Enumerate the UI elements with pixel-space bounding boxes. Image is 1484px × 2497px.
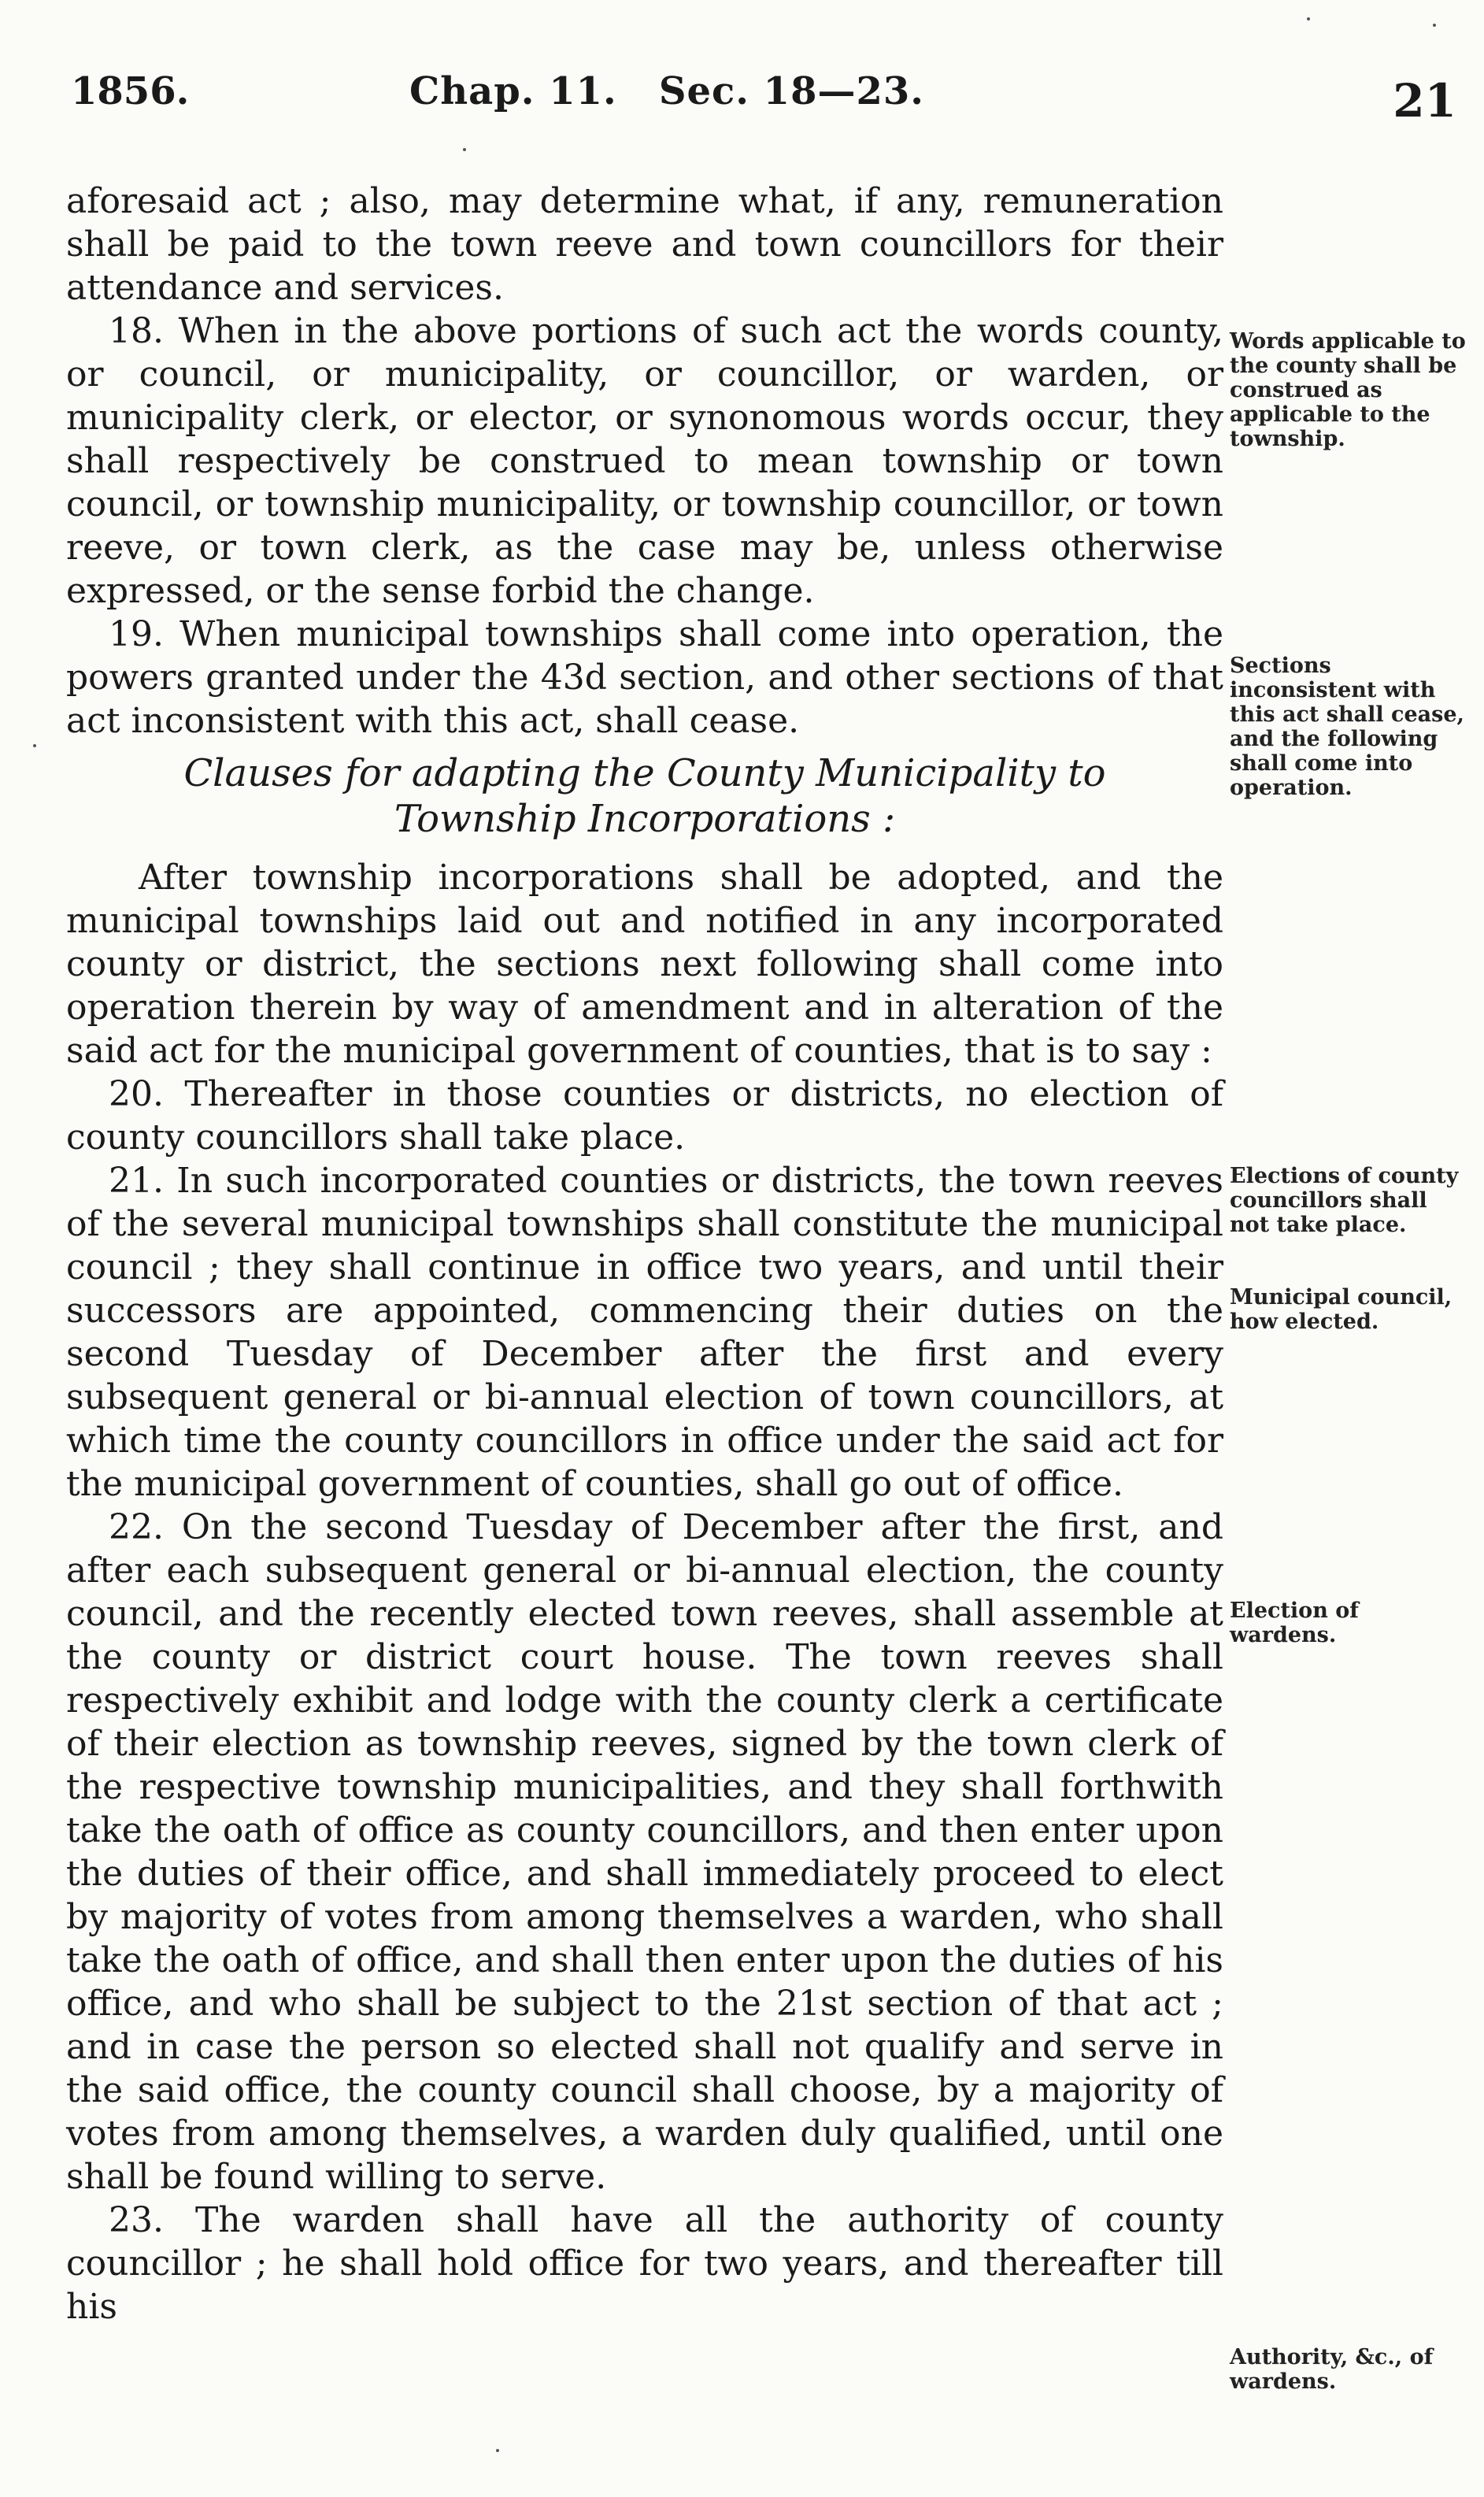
- margin-note-20: Elections of county councillors shall not take place.: [1230, 1164, 1459, 1237]
- margin-note-23: Authority, &c., of wardens.: [1230, 2345, 1434, 2394]
- margin-note-19: Sections inconsistent with this act shall cease, and the following shall come into operation.: [1230, 654, 1464, 800]
- scan-speck: [33, 744, 36, 747]
- scan-speck: [496, 2449, 499, 2452]
- paragraph-continuation: aforesaid act ; also, may determine what, if any, remuneration shall be paid to the town reeve and town councillors for their attendance and services.: [66, 181, 1223, 308]
- page-header: [71, 69, 1456, 132]
- header-year: 1856.: [71, 69, 190, 113]
- margin-note-22: Election of wardens.: [1230, 1599, 1359, 1647]
- section-22: 22. On the second Tuesday of December after the first, and after each subsequent general or bi-annual election, the county council, and the recently elected town reeves, shall assemble at the county or district court house. The town reeves shall respectively exhibit and lodge with the county clerk a certificate of their election as township reeves, signed by the town clerk of the respective township municipalities, and they shall forthwith take the oath of office as county councillors, and then enter upon the duties of their office, and shall immediately proceed to elect by majority of votes from among themselves a warden, who shall take the oath of office, and shall then enter upon the duties of his office, and who shall be subject to the 21st section of that act ; and in case the person so elected shall not qualify and serve in the said office, the county council shall choose, by a majority of votes from among themselves, a warden duly qualified, until one shall be found willing to serve.: [66, 1507, 1223, 2197]
- page-number: 21: [1393, 74, 1456, 128]
- main-text: [66, 180, 1223, 2328]
- section-21: 21. In such incorporated counties or districts, the town reeves of the several municipal townships shall constitute the municipal council ; they shall continue in office two years, and until their successors are appointed, commencing their duties on the second Tuesday of December after the first and every subsequent general or bi-annual election of town councillors, at which time the county councillors in office under the said act for the municipal government of counties, shall go out of office.: [66, 1161, 1223, 1504]
- header-chapter-section: Chap. 11. Sec. 18—23.: [409, 69, 924, 113]
- section-18: 18. When in the above portions of such act the words county, or council, or municipality, or councillor, or warden, or municipality clerk, or elector, or synonomous words occur, they shall respectively be construed to mean township or town council, or township municipality, or township councillor, or town reeve, or town clerk, as the case may be, unless otherwise expressed, or the sense forbid the change.: [66, 311, 1223, 611]
- scan-speck: [1307, 17, 1310, 20]
- section-23: 23. The warden shall have all the authority of county councillor ; he shall hold office for two years, and thereafter till his: [66, 2200, 1223, 2327]
- scan-speck: [463, 148, 466, 151]
- section-19: 19. When municipal townships shall come into operation, the powers granted under the 43d section, and other sections of that act inconsistent with this act, shall cease.: [66, 614, 1223, 741]
- margin-note-21: Municipal council, how elected.: [1230, 1285, 1453, 1334]
- intro-paragraph: After township incorporations shall be adopted, and the municipal townships laid out and notified in any incorporated county or district, the sections next following shall come into operation therein by way of amendment and in alteration of the said act for the municipal government of counties, that is to say :: [66, 858, 1223, 1071]
- margin-note-18: Words applicable to the county shall be construed as applicable to the township.: [1230, 329, 1466, 451]
- scan-speck: [1433, 24, 1436, 27]
- section-20: 20. Thereafter in those counties or districts, no election of county councillors shall take place.: [66, 1074, 1223, 1158]
- clauses-heading: Clauses for adapting the County Municipality to Township Incorporations :: [183, 751, 1106, 841]
